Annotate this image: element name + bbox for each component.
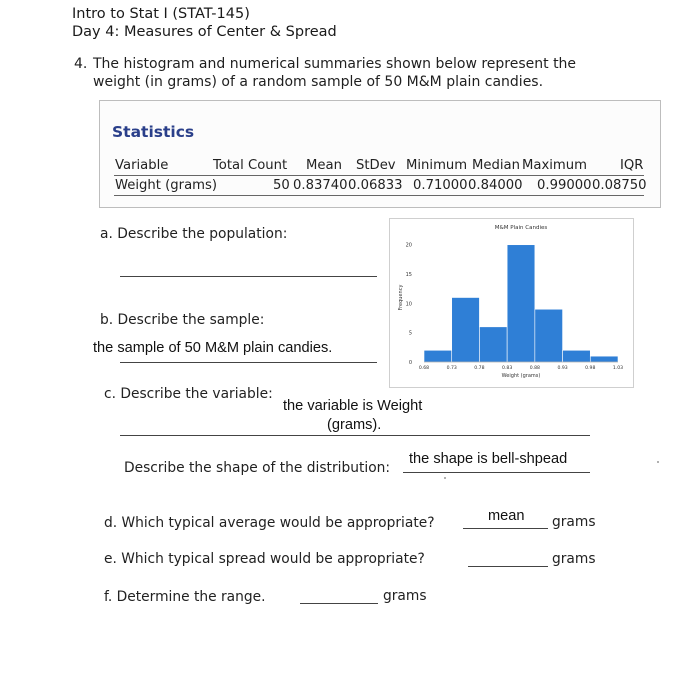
part-f-label: f. Determine the range. <box>104 589 266 605</box>
histogram-x-tick-label: 0.93 <box>557 366 568 371</box>
question-line-2: weight (in grams) of a random sample of 50 M&M plain candies. <box>93 74 544 90</box>
statistics-title: Statistics <box>112 123 195 141</box>
shape-answer-line <box>403 472 590 473</box>
histogram-bar <box>507 245 535 362</box>
part-c-answer-line-2[interactable]: (grams). <box>327 417 382 433</box>
histogram-y-tick-label: 20 <box>405 242 412 249</box>
histogram-y-tick-label: 10 <box>405 301 412 308</box>
header-median: Median <box>472 158 520 173</box>
part-b-answer-line <box>120 362 377 363</box>
question-line-1: The histogram and numerical summaries shown below represent the <box>93 56 577 72</box>
part-f-unit: grams <box>383 588 427 604</box>
day-title: Day 4: Measures of Center & Spread <box>72 24 337 40</box>
histogram-y-tick-label: 15 <box>405 272 412 279</box>
part-d-unit: grams <box>552 514 596 530</box>
part-d-answer-line <box>463 528 548 529</box>
histogram-bar <box>590 356 618 362</box>
histogram-chart <box>389 218 634 388</box>
shape-label: Describe the shape of the distribution: <box>124 460 391 476</box>
part-d-answer[interactable]: mean <box>488 508 525 524</box>
course-title: Intro to Stat I (STAT-145) <box>72 6 250 22</box>
cell-minimum: 0.71000 <box>413 178 468 193</box>
part-c-answer-line-1[interactable]: the variable is Weight <box>283 398 423 414</box>
histogram-x-tick-label: 0.78 <box>474 366 485 371</box>
histogram-bar <box>452 298 480 363</box>
cell-iqr: 0.08750 <box>592 178 647 193</box>
part-f-answer-line[interactable] <box>300 603 378 604</box>
part-a-answer-line[interactable] <box>120 276 377 277</box>
part-a-label: a. Describe the population: <box>100 226 288 242</box>
question-number: 4. <box>74 56 88 72</box>
stray-mark <box>444 477 446 479</box>
histogram-x-tick-label: 0.73 <box>446 366 457 371</box>
cell-total-count: 50 <box>273 178 290 193</box>
cell-stdev: 0.06833 <box>348 178 403 193</box>
histogram-x-tick-label: 1.03 <box>612 366 624 371</box>
histogram-x-tick-label: 0.68 <box>418 366 430 371</box>
part-c-label: c. Describe the variable: <box>104 386 273 402</box>
header-maximum: Maximum <box>522 158 587 173</box>
cell-variable: Weight (grams) <box>115 178 218 193</box>
shape-answer[interactable]: the shape is bell-shpead <box>409 451 568 467</box>
header-stdev: StDev <box>356 158 396 173</box>
part-e-label: e. Which typical spread would be appropriate? <box>104 551 425 567</box>
header-minimum: Minimum <box>406 158 468 173</box>
stray-mark-right <box>657 461 659 463</box>
header-iqr: IQR <box>620 158 644 173</box>
histogram-x-tick-label: 0.88 <box>529 366 540 371</box>
cell-maximum: 0.99000 <box>537 178 592 193</box>
cell-mean: 0.83740 <box>293 178 348 193</box>
bottom-rule <box>114 195 644 196</box>
part-b-label: b. Describe the sample: <box>100 312 265 328</box>
histogram-y-label: Frequency <box>398 284 404 311</box>
histogram-bar <box>535 309 563 362</box>
histogram-svg <box>390 219 633 387</box>
part-e-unit: grams <box>552 551 596 567</box>
header-rule <box>114 175 644 176</box>
header-mean: Mean <box>306 158 342 173</box>
part-c-answer-line <box>120 435 590 436</box>
header-total-count: Total Count <box>213 158 288 173</box>
header-variable: Variable <box>115 158 169 173</box>
histogram-title: M&M Plain Candies <box>494 225 548 231</box>
histogram-x-label: Weight (grams) <box>501 373 541 379</box>
part-e-answer-line[interactable] <box>468 566 548 567</box>
part-d-label: d. Which typical average would be appropriate? <box>104 515 435 531</box>
histogram-x-tick-label: 0.83 <box>502 366 513 371</box>
histogram-bar <box>563 350 591 362</box>
statistics-table <box>99 100 661 208</box>
cell-median: 0.84000 <box>468 178 523 193</box>
histogram-x-tick-label: 0.98 <box>585 366 596 371</box>
part-b-answer[interactable]: the sample of 50 M&M plain candies. <box>93 340 333 356</box>
histogram-bar <box>479 327 507 362</box>
histogram-y-tick-label: 0 <box>408 360 412 366</box>
histogram-y-tick-label: 5 <box>408 330 412 337</box>
histogram-bar <box>424 350 452 362</box>
